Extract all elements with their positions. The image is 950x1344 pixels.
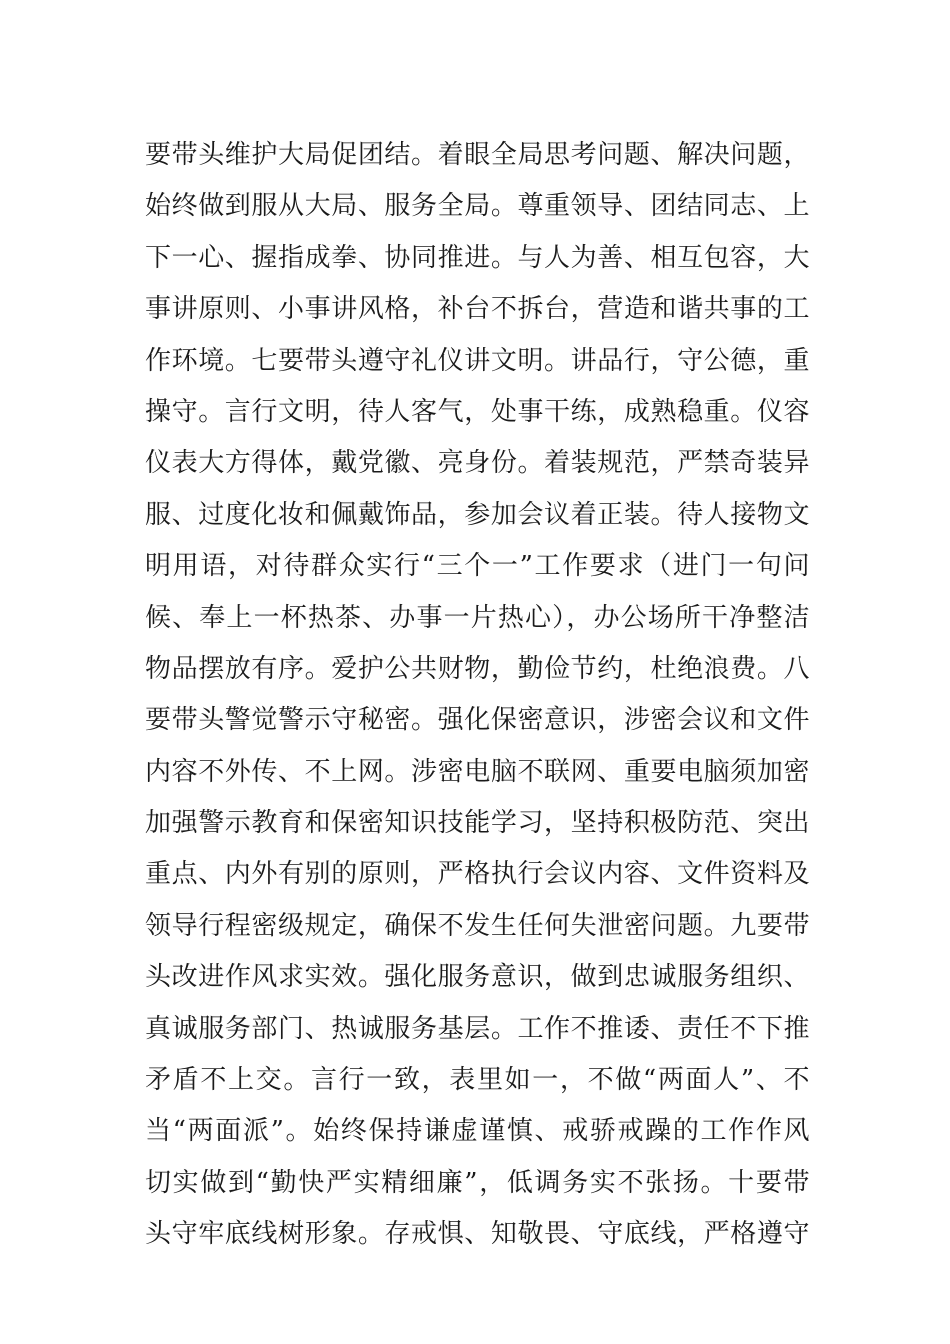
text-line: 事讲原则、小事讲风格，补台不拆台，营造和谐共事的工 <box>145 294 810 325</box>
text-line: 矛盾不上交。言行一致，表里如一，不做“两面人”、不 <box>145 1065 810 1096</box>
text-line: 物品摆放有序。爱护公共财物，勤俭节约，杜绝浪费。八 <box>145 653 810 684</box>
text-line: 服、过度化妆和佩戴饰品，参加会议着正装。待人接物文 <box>145 499 810 530</box>
text-line: 切实做到“勤快严实精细廉”，低调务实不张扬。十要带 <box>145 1167 810 1198</box>
text-line: 领导行程密级规定，确保不发生任何失泄密问题。九要带 <box>145 910 810 941</box>
text-line: 头改进作风求实效。强化服务意识，做到忠诚服务组织、 <box>145 962 810 993</box>
text-line: 当“两面派”。始终保持谦虚谨慎、戒骄戒躁的工作作风 <box>145 1116 810 1147</box>
text-line: 要带头警觉警示守秘密。强化保密意识，涉密会议和文件 <box>145 705 810 736</box>
text-line: 真诚服务部门、热诚服务基层。工作不推诿、责任不下推 <box>145 1013 810 1044</box>
text-line: 候、奉上一杯热茶、办事一片热心），办公场所干净整洁 <box>145 602 810 633</box>
text-line: 操守。言行文明，待人客气，处事干练，成熟稳重。仪容 <box>145 396 810 427</box>
text-line: 要带头维护大局促团结。着眼全局思考问题、解决问题， <box>145 140 810 170</box>
body-text <box>145 130 810 1261</box>
text-line: 内容不外传、不上网。涉密电脑不联网、重要电脑须加密 <box>145 756 810 787</box>
text-line: 下一心、握指成拳、协同推进。与人为善、相互包容，大 <box>145 242 810 273</box>
text-line: 重点、内外有别的原则，严格执行会议内容、文件资料及 <box>145 859 810 890</box>
text-line: 加强警示教育和保密知识技能学习，坚持积极防范、突出 <box>145 808 810 839</box>
text-line: 作环境。七要带头遵守礼仪讲文明。讲品行，守公德，重 <box>145 345 810 376</box>
text-line: 明用语，对待群众实行“三个一”工作要求（进门一句问 <box>145 551 810 582</box>
text-line: 头守牢底线树形象。存戒惧、知敬畏、守底线，严格遵守 <box>145 1219 810 1250</box>
text-line: 始终做到服从大局、服务全局。尊重领导、团结同志、上 <box>145 191 810 222</box>
text-line: 仪表大方得体，戴党徽、亮身份。着装规范，严禁奇装异 <box>145 448 810 479</box>
